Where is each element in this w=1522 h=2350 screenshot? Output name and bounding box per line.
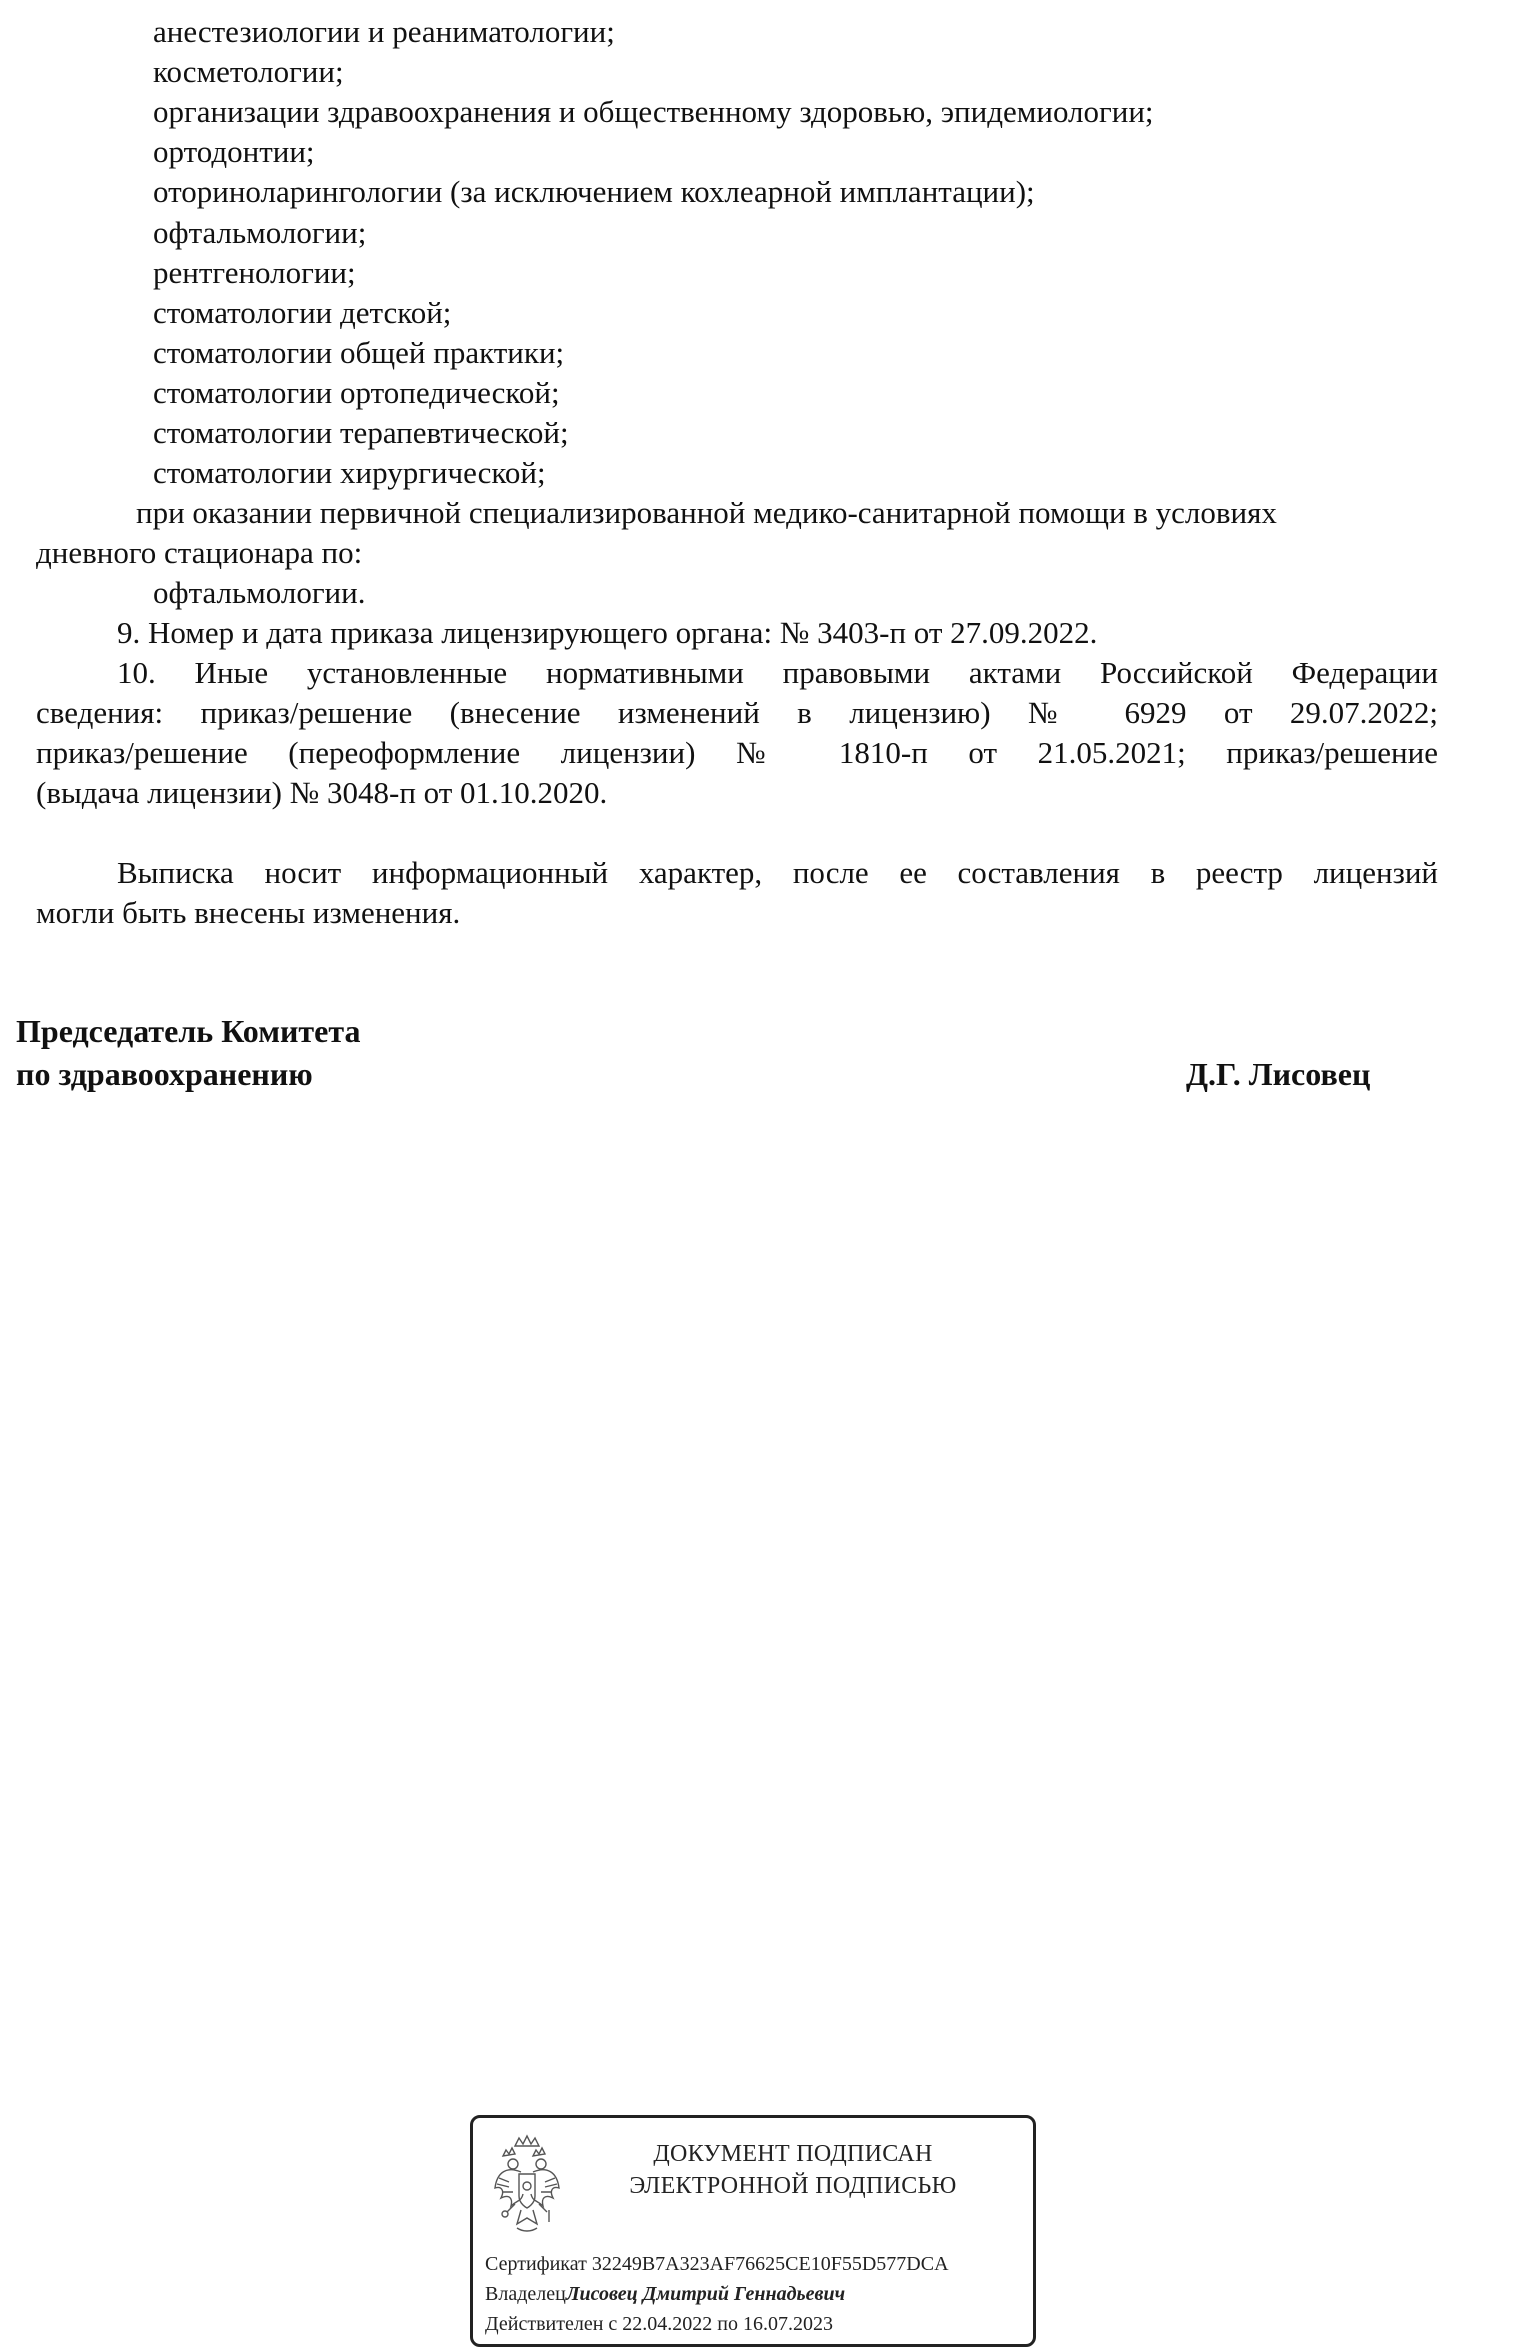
stamp-owner-name: Лисовец Дмитрий Геннадьевич bbox=[565, 2283, 846, 2305]
stamp-certificate: Сертификат 32249B7A323AF76625CE10F55D577DCA bbox=[485, 2253, 949, 2275]
signatory-name: Д.Г. Лисовец bbox=[1186, 1056, 1371, 1092]
notice-line2: могли быть внесены изменения. bbox=[36, 895, 461, 930]
electronic-signature-stamp bbox=[470, 2115, 1036, 2347]
item-10-line2: сведения: приказ/решение (внесение изменений в лицензию) № 6929 от 29.07.2022; bbox=[36, 695, 1438, 730]
stamp-validity: Действителен с 22.04.2022 по 16.07.2023 bbox=[485, 2313, 833, 2335]
notice-line1: Выписка носит информационный характер, после ее составления в реестр лицензий bbox=[117, 855, 1438, 890]
coat-of-arms-icon bbox=[493, 2132, 561, 2242]
stamp-owner bbox=[485, 2280, 845, 2308]
item-10-line3: приказ/решение (переоформление лицензии) № 1810-п от 21.05.2021; приказ/решение bbox=[36, 735, 1438, 770]
item-9: 9. Номер и дата приказа лицензирующего органа: № 3403-п от 27.09.2022. bbox=[117, 615, 1098, 650]
stamp-title-line2: ЭЛЕКТРОННОЙ ПОДПИСЬЮ bbox=[629, 2173, 957, 2199]
specialty-item: офтальмологии; bbox=[153, 214, 367, 250]
stamp-owner-label: Владелец bbox=[485, 2283, 566, 2305]
specialty-item: стоматологии детской; bbox=[153, 294, 452, 330]
item-10-line4: (выдача лицензии) № 3048-п от 01.10.2020. bbox=[36, 775, 608, 810]
specialty-item: оториноларингологии (за исключением кохлеарной имплантации); bbox=[153, 174, 1035, 210]
specialty-item: рентгенологии; bbox=[153, 254, 356, 290]
specialty-item: стоматологии хирургической; bbox=[153, 455, 546, 491]
specialty-item: стоматологии общей практики; bbox=[153, 334, 565, 370]
specialty-item: стоматологии ортопедической; bbox=[153, 374, 560, 410]
specialty-item: косметологии; bbox=[153, 54, 344, 90]
signatory-position-line1: Председатель Комитета bbox=[16, 1013, 361, 1049]
stamp-title-line1: ДОКУМЕНТ ПОДПИСАН bbox=[653, 2141, 933, 2167]
signatory-position-line2: по здравоохранению bbox=[16, 1056, 313, 1092]
specialty-item: организации здравоохранения и общественному здоровью, эпидемиологии; bbox=[153, 94, 1154, 130]
specialty-item: анестезиологии и реаниматологии; bbox=[153, 14, 615, 49]
specialty-item: ортодонтии; bbox=[153, 134, 315, 170]
specialty-item: стоматологии терапевтической; bbox=[153, 415, 569, 450]
item-10-line1: 10. Иные установленные нормативными правовыми актами Российской Федерации bbox=[117, 655, 1438, 690]
day-hospital-intro: при оказании первичной специализированной медико-санитарной помощи в условиях bbox=[136, 495, 1277, 530]
day-hospital-item: офтальмологии. bbox=[153, 575, 366, 610]
day-hospital-intro-cont: дневного стационара по: bbox=[36, 535, 363, 570]
